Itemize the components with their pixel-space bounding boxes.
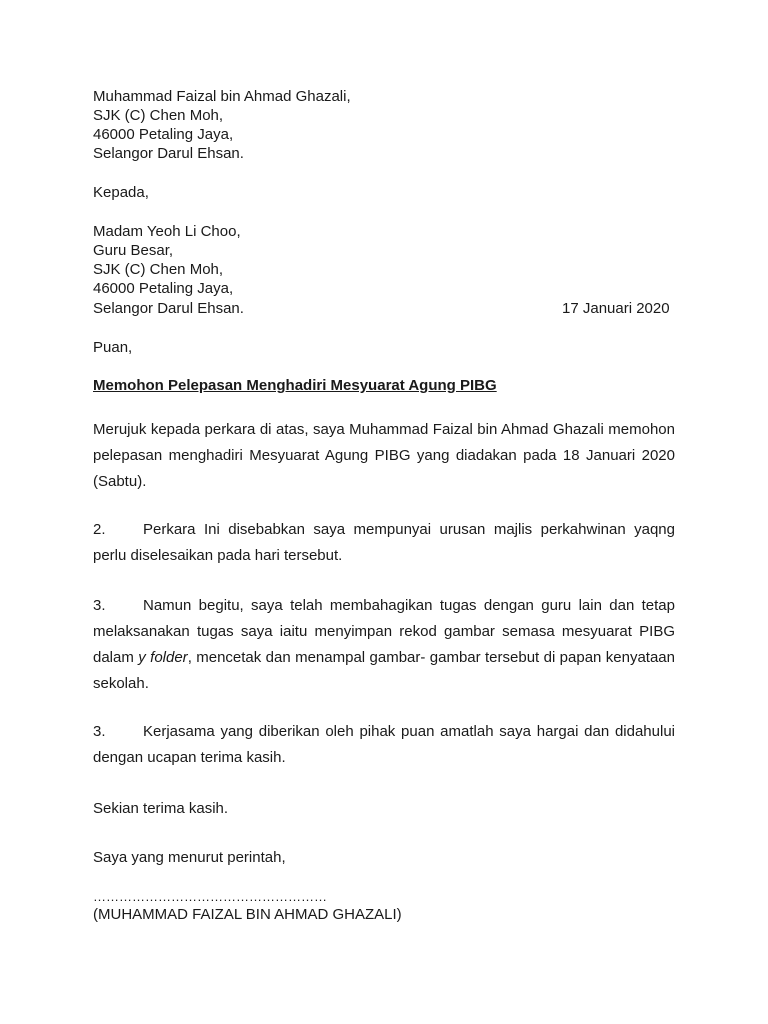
paragraph-2-text: Perkara Ini disebabkan saya mempunyai urusan majlis perkahwinan yaqng perlu diselesaikan pada hari tersebut.	[93, 521, 675, 564]
sign-off: Saya yang menurut perintah,	[93, 849, 286, 866]
sender-school: SJK (C) Chen Moh,	[93, 107, 224, 124]
signature-line: ………………………………………………	[93, 889, 327, 904]
sender-state: Selangor Darul Ehsan.	[93, 145, 244, 162]
paragraph-3	[93, 593, 675, 697]
paragraph-3-text-a: Namun begitu, saya telah membahagikan tugas dengan guru lain dan tetap melaksanakan tugas saya iaitu menyimpan rekod gambar semasa mesyuarat PIBG dalam	[93, 597, 675, 666]
sender-postcode-city: 46000 Petaling Jaya,	[93, 126, 234, 143]
paragraph-3-number: 3.	[93, 597, 106, 614]
salutation-to: Kepada,	[93, 184, 149, 201]
recipient-title: Guru Besar,	[93, 242, 174, 259]
paragraph-2	[93, 517, 675, 569]
paragraph-4	[93, 719, 675, 771]
paragraph-1	[93, 417, 675, 495]
sender-name: Muhammad Faizal bin Ahmad Ghazali,	[93, 88, 351, 105]
signature-name: (MUHAMMAD FAIZAL BIN AHMAD GHAZALI)	[93, 906, 402, 923]
paragraph-2-number: 2.	[93, 521, 106, 538]
paragraph-1-text: Merujuk kepada perkara di atas, saya Muhammad Faizal bin Ahmad Ghazali memohon pelepasan menghadiri Mesyuarat Agung PIBG yang diadakan pada 18 Januari 2020 (Sabtu).	[93, 421, 675, 490]
recipient-school: SJK (C) Chen Moh,	[93, 261, 224, 278]
recipient-name: Madam Yeoh Li Choo,	[93, 223, 241, 240]
letter-subject: Memohon Pelepasan Menghadiri Mesyuarat Agung PIBG	[93, 377, 497, 394]
recipient-state: Selangor Darul Ehsan.	[93, 300, 244, 317]
paragraph-4-text: Kerjasama yang diberikan oleh pihak puan amatlah saya hargai dan didahului dengan ucapan terima kasih.	[93, 723, 675, 766]
paragraph-3-italic: y folder	[138, 649, 188, 666]
paragraph-3-text-b: , mencetak dan menampal gambar- gambar tersebut di papan kenyataan sekolah.	[93, 649, 675, 692]
letter-date: 17 Januari 2020	[562, 300, 670, 317]
paragraph-4-number: 3.	[93, 723, 106, 740]
recipient-postcode-city: 46000 Petaling Jaya,	[93, 280, 234, 297]
greeting: Puan,	[93, 339, 133, 356]
closing: Sekian terima kasih.	[93, 800, 229, 817]
